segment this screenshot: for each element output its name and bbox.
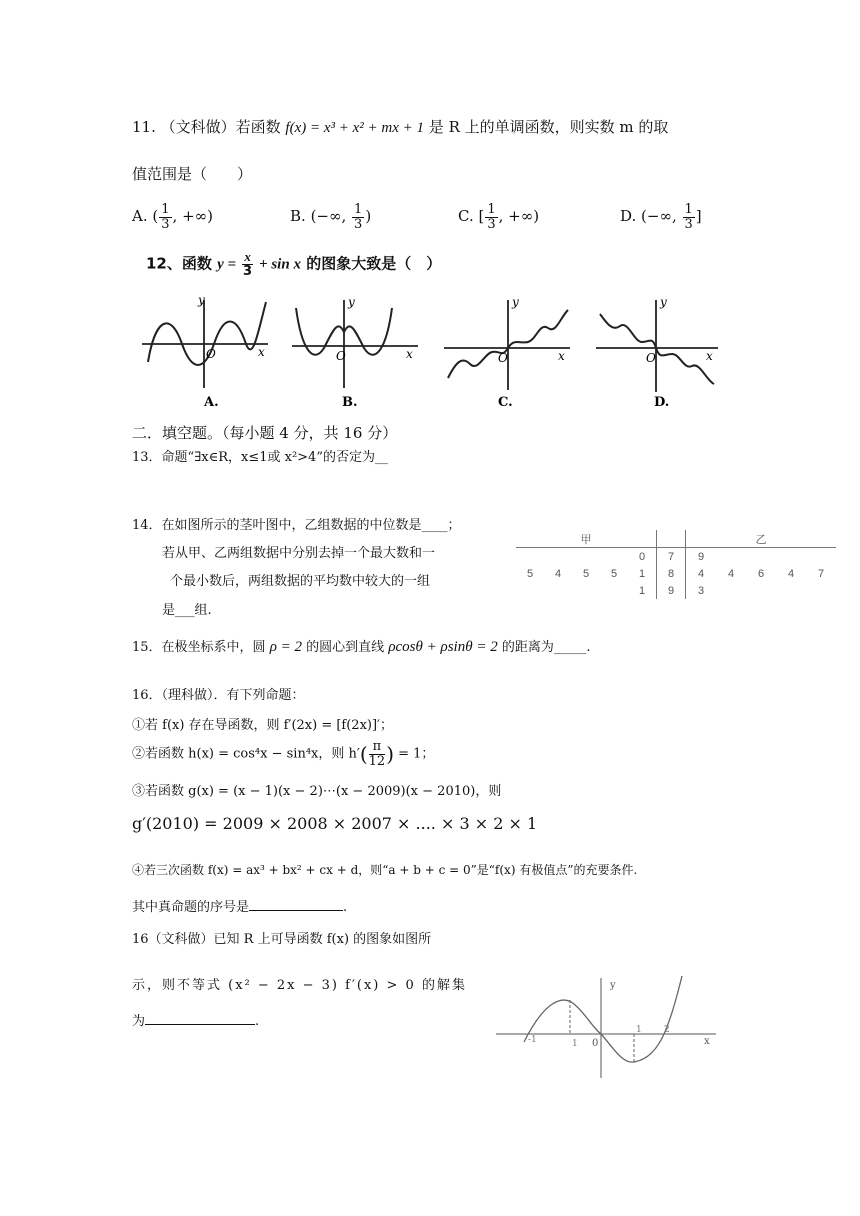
svg-text:x: x <box>558 349 565 363</box>
q11-prefix: 11. （文科做）若函数 <box>132 118 281 136</box>
svg-text:2: 2 <box>664 1025 670 1035</box>
q11-option-b: B. (−∞, $\frac{1}{3}$ ) <box>290 202 372 232</box>
q13: 13．命题“∃x∈R，x≤1或 x²>4”的否定为__ <box>132 450 388 465</box>
q14-line3: 个最小数后，两组数据的平均数中较大的一组 <box>170 574 431 589</box>
svg-text:0: 0 <box>592 1038 599 1049</box>
section-2-heading: 二．填空题。（每小题 4 分，共 16 分） <box>132 424 398 442</box>
q14-line1: 14．在如图所示的茎叶图中，乙组数据的中位数是____； <box>132 518 461 533</box>
stem-leaf-plot <box>516 530 836 599</box>
svg-text:y: y <box>512 295 519 309</box>
svg-text:1: 1 <box>636 1025 642 1035</box>
q11-function: f(x) = x³ + x² + mx + 1 <box>285 120 425 136</box>
svg-text:y: y <box>198 293 205 307</box>
stem: 9 <box>657 582 686 599</box>
svg-text:O: O <box>646 351 656 365</box>
table-row: 5 4 5 5 1 8 4 4 6 4 7 <box>516 565 836 582</box>
svg-text:A.: A. <box>204 395 219 410</box>
svg-text:O: O <box>498 351 508 365</box>
q16-title: 16．（理科做）．有下列命题： <box>132 688 305 703</box>
svg-text:x: x <box>704 1036 710 1047</box>
q16-item-1: ①若 f(x) 存在导函数，则 f′(2x) = [f(2x)]′； <box>132 718 394 733</box>
svg-text:O: O <box>336 349 346 363</box>
q11-suffix: 是 R 上的单调函数，则实数 m 的取 <box>428 118 669 136</box>
q14-line4: 是___组. <box>162 603 212 618</box>
stem: 7 <box>657 548 686 566</box>
table-row: 1 9 3 <box>516 582 836 599</box>
group-yi-header: 乙 <box>755 533 767 546</box>
svg-text:C.: C. <box>498 395 513 410</box>
curve <box>600 314 714 384</box>
q12-graph-c <box>440 292 580 412</box>
svg-text:1: 1 <box>572 1039 578 1049</box>
stem: 8 <box>657 565 686 582</box>
q16-item-3: ③若函数 g(x) = (x − 1)(x − 2)⋯(x − 2009)(x − 2010)，则 <box>132 784 502 799</box>
svg-text:x: x <box>258 345 265 359</box>
q16-item-2: ②若函数 h(x) = cos⁴x − sin⁴x，则 h′( $\frac{\pi}{12}$ ) = 1； <box>132 739 435 769</box>
q16w-line3: 为 . <box>132 1014 260 1029</box>
q11-option-d: D. (−∞, $\frac{1}{3}$ ] <box>620 202 702 232</box>
q16w-line1: 16（文科做）已知 R 上可导函数 f(x) 的图象如图所 <box>132 932 432 947</box>
svg-text:y: y <box>348 295 355 309</box>
q11-option-c: C. [ $\frac{1}{3}$ , +∞) <box>458 202 540 232</box>
svg-text:y: y <box>660 295 667 309</box>
q15: 15．在极坐标系中，圆 ρ = 2 的圆心到直线 ρcosθ + ρsinθ = 2 的距离为_____. <box>132 639 591 655</box>
svg-text:D.: D. <box>654 395 670 410</box>
q12-stem: 12、函数 y = $\frac{x}{3}$ + sin x 的图象大致是（ ） <box>146 249 442 279</box>
svg-text:-1: -1 <box>528 1035 537 1045</box>
q12-graph-d <box>592 292 732 412</box>
svg-text:x: x <box>406 347 413 361</box>
q12-graph-b <box>288 292 428 412</box>
q16-item-3-formula: g′(2010) = 2009 × 2008 × 2007 × .... × 3 × 2 × 1 <box>132 814 538 833</box>
q11-line2: 值范围是（ ） <box>132 165 253 183</box>
svg-text:x: x <box>706 349 713 363</box>
q12-graph-a <box>138 292 278 412</box>
q16w-graph <box>494 972 724 1082</box>
table-row: 0 7 9 <box>516 548 836 566</box>
q11-line1 <box>132 116 668 137</box>
q16-item-4: ④若三次函数 f(x) = ax³ + bx² + cx + d，则“a + b + c = 0”是“f(x) 有极值点”的充要条件. <box>132 863 638 877</box>
group-jia-header: 甲 <box>580 533 592 546</box>
q16w-line2: 示，则不等式 (x² − 2x − 3) f′(x) > 0 的解集 <box>132 978 467 993</box>
q16-answer: 其中真命题的序号是 . <box>132 900 348 915</box>
svg-text:B.: B. <box>342 395 358 410</box>
svg-text:O: O <box>206 347 216 361</box>
q11-option-a: A. ( $\frac{1}{3}$ , +∞) <box>132 202 213 232</box>
svg-text:y: y <box>610 980 616 991</box>
q14-line2: 若从甲、乙两组数据中分别去掉一个最大数和一 <box>162 546 436 561</box>
curve <box>524 976 682 1062</box>
